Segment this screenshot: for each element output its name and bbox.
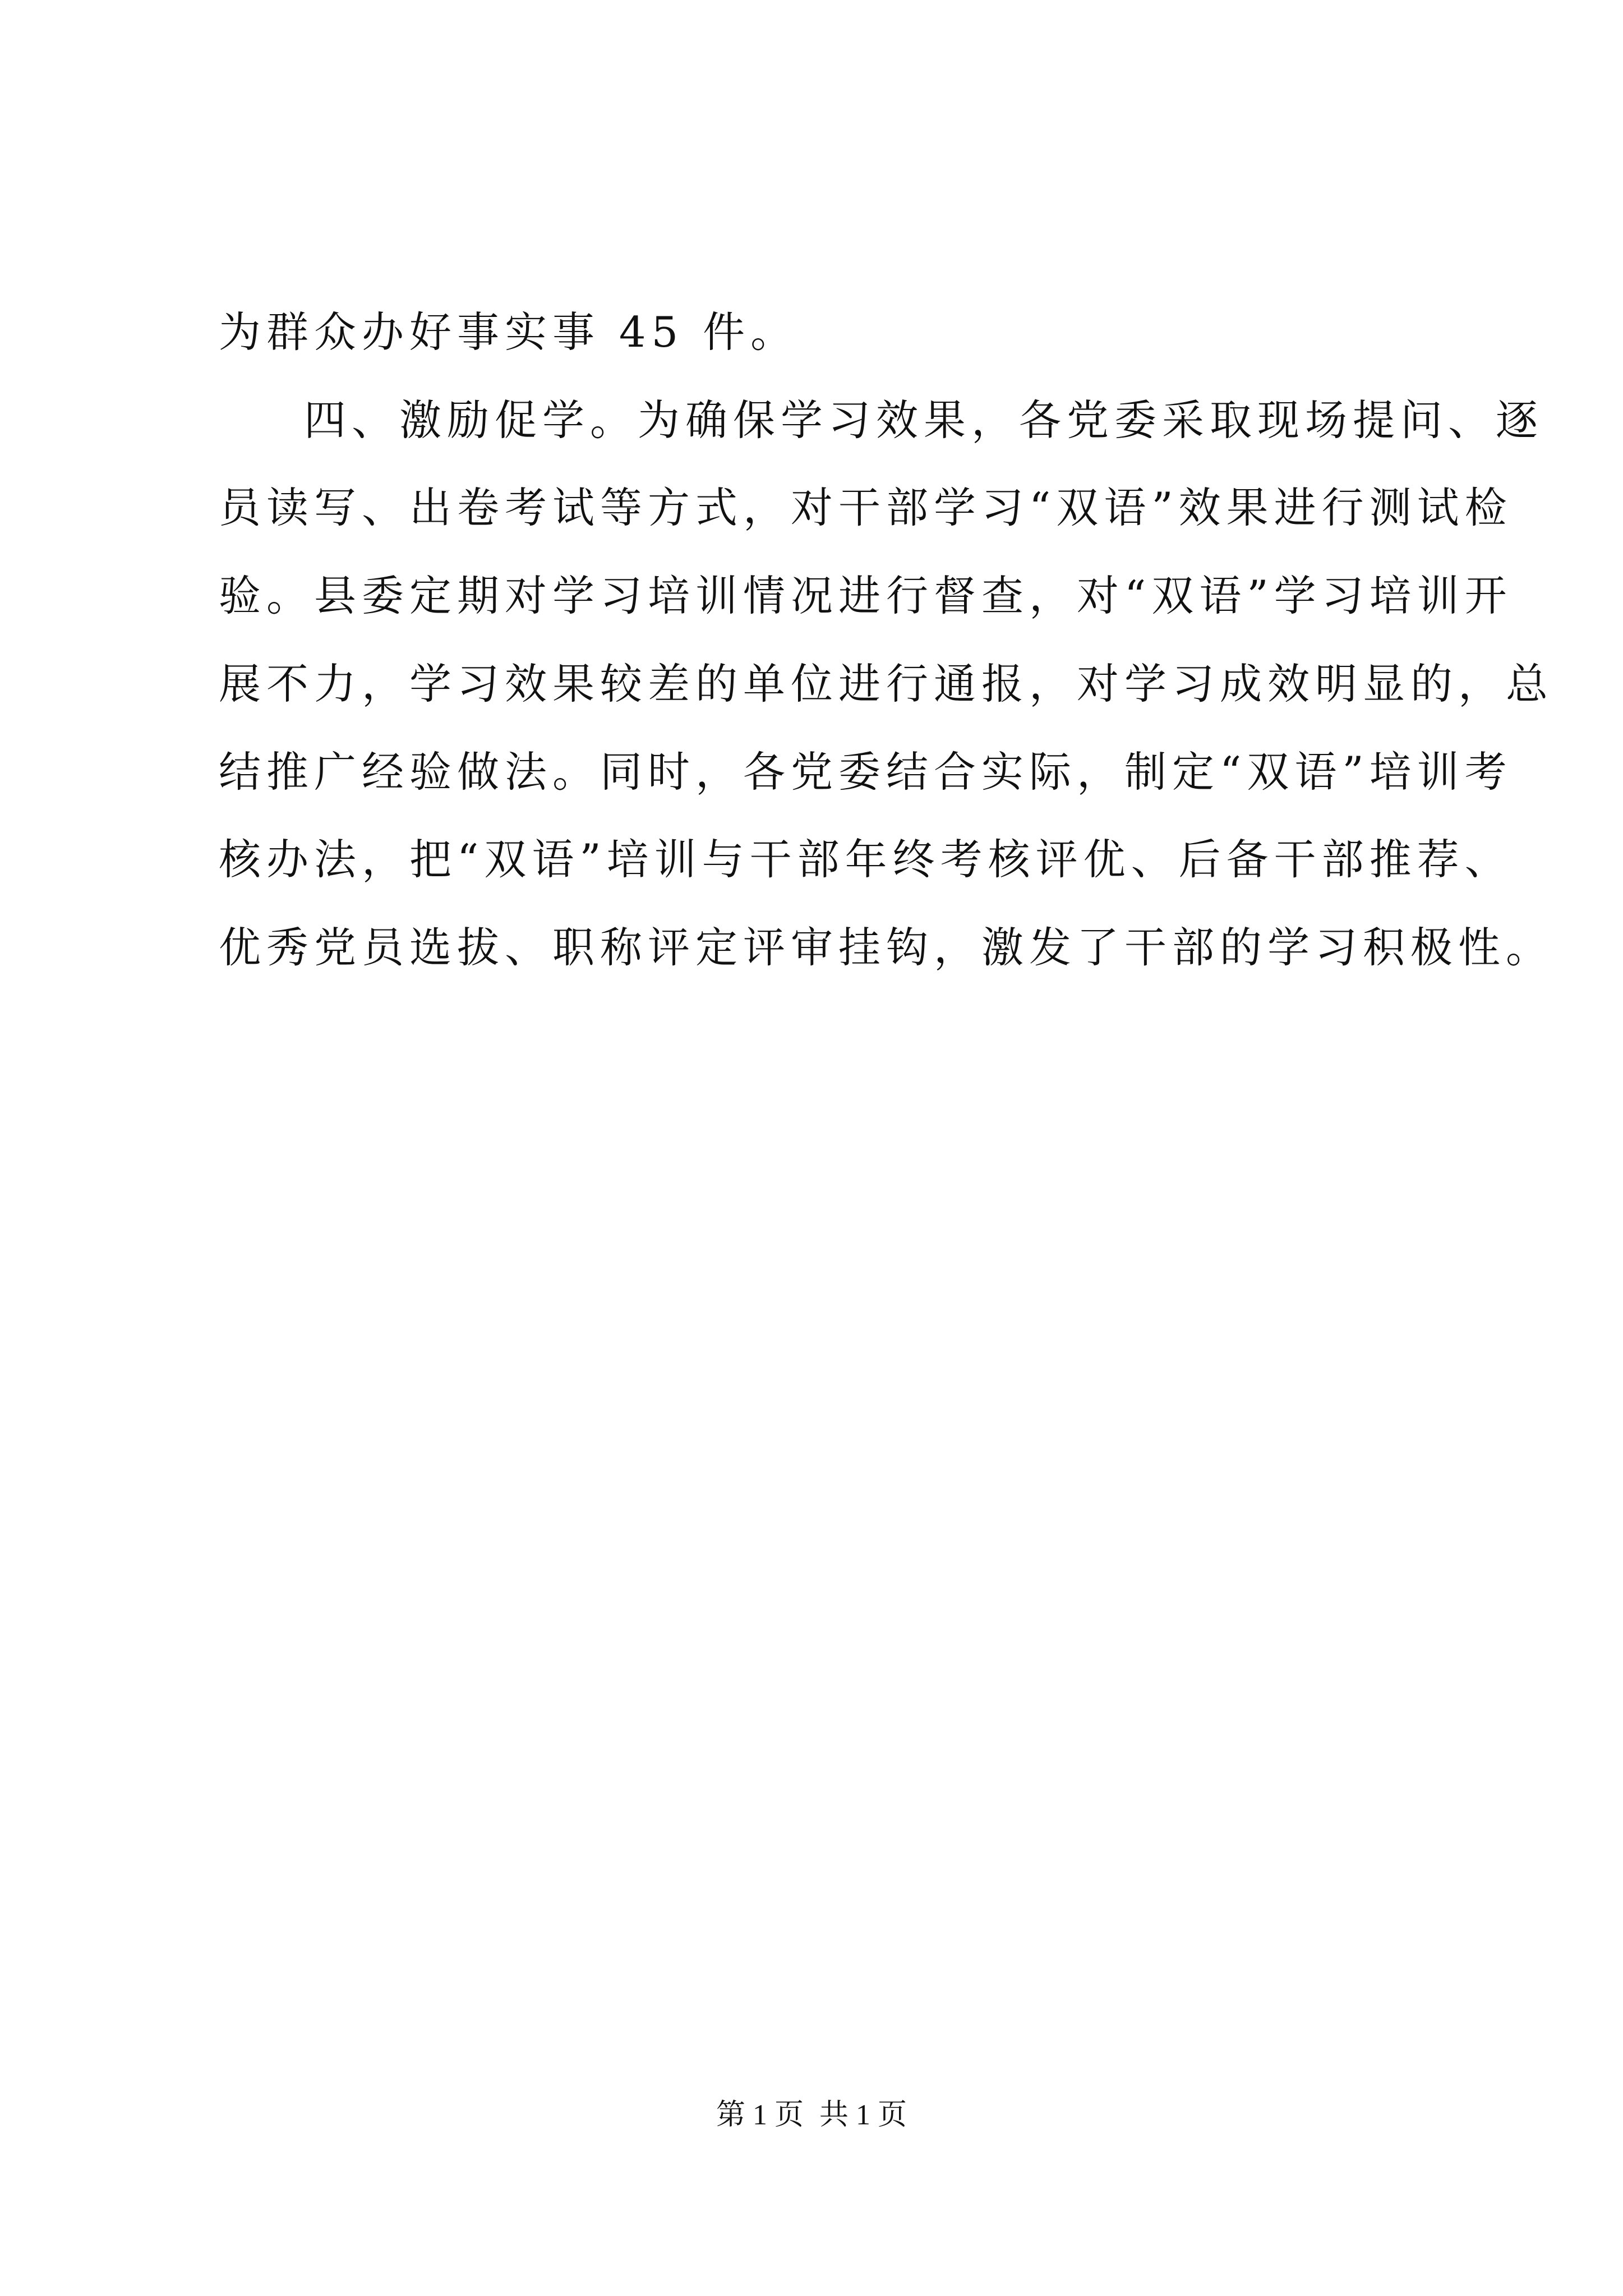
- paragraph-line: 四、激励促学。为确保学习效果，各党委采取现场提问、逐: [304, 395, 1544, 445]
- page-number: 第 1 页: [716, 2099, 804, 2131]
- paragraph-line: 展不力，学习效果较差的单位进行通报，对学习成效明显的，总: [219, 659, 1554, 708]
- page-total: 共 1 页: [819, 2099, 907, 2131]
- paragraph-line: 核办法，把“双语”培训与干部年终考核评优、后备干部推荐、: [219, 835, 1513, 884]
- page-footer: [0, 2101, 1623, 2130]
- paragraph-line: 员读写、出卷考试等方式，对干部学习“双语”效果进行测试检: [219, 483, 1513, 532]
- paragraph-line: 结推广经验做法。同时，各党委结合实际，制定“双语”培训考: [219, 747, 1513, 797]
- paragraph-line: 为群众办好事实事 45 件。: [219, 307, 799, 357]
- paragraph-line: 优秀党员选拔、职称评定评审挂钩，激发了干部的学习积极性。: [219, 923, 1554, 972]
- paragraph-line: 验。县委定期对学习培训情况进行督查，对“双语”学习培训开: [219, 571, 1513, 620]
